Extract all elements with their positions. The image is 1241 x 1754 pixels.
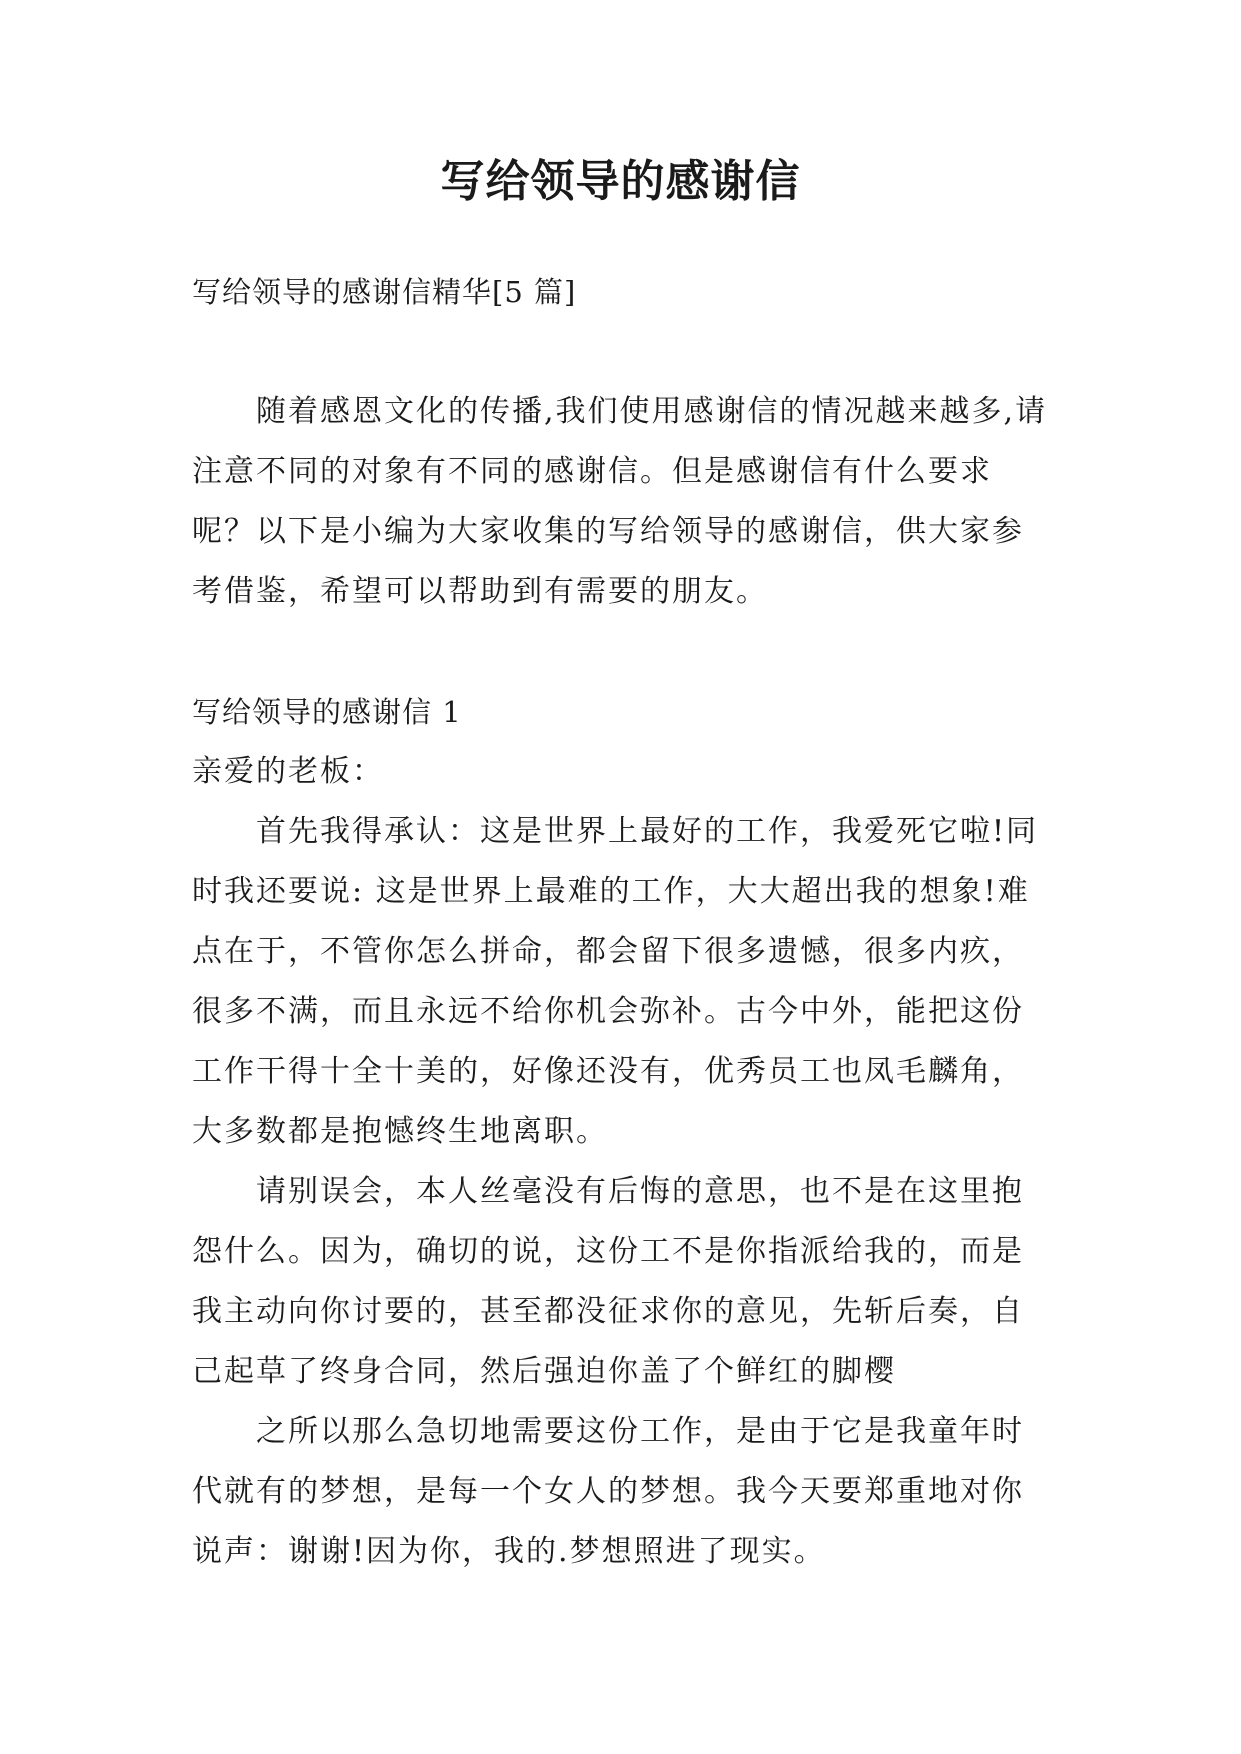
document-subtitle: 写给领导的感谢信精华[5 篇]	[192, 275, 577, 309]
salutation: 亲爱的老板：	[192, 754, 384, 789]
intro-paragraph: 随着感恩文化的传播,我们使用感谢信的情况越来越多,请注意不同的对象有不同的感谢信。但是感谢信有什么要求呢？以下是小编为大家收集的写给领导的感谢信，供大家参考借鉴，希望可以帮助到有需要的朋友。	[192, 394, 1048, 609]
body-paragraph-2: 请别误会，本人丝毫没有后悔的意思，也不是在这里抱怨什么。因为，确切的说，这份工不是你指派给我的，而是我主动向你讨要的，甚至都没征求你的意见，先斩后奏，自己起草了终身合同，然后强迫你盖了个鲜红的脚樱	[192, 1174, 1024, 1389]
section-heading: 写给领导的感谢信 1	[192, 695, 462, 729]
spacer	[192, 622, 1052, 682]
body-paragraph-3: 之所以那么急切地需要这份工作，是由于它是我童年时代就有的梦想，是每一个女人的梦想。我今天要郑重地对你说声：谢谢!因为你，我的.梦想照进了现实。	[192, 1414, 1024, 1569]
body-paragraph-1: 首先我得承认：这是世界上最好的工作，我爱死它啦!同时我还要说: 这是世界上最难的工作，大大超出我的想象!难点在于，不管你怎么拼命，都会留下很多遗憾，很多内疚，很多不满，而且永远不给你机会弥补。古今中外，能把这份工作干得十全十美的，好像还没有，优秀员工也凤毛麟角，大多数都是抱憾终生地离职。	[192, 814, 1039, 1149]
spacer	[192, 322, 1052, 382]
document-body	[192, 262, 1052, 1582]
document-title: 写给领导的感谢信	[440, 156, 801, 207]
